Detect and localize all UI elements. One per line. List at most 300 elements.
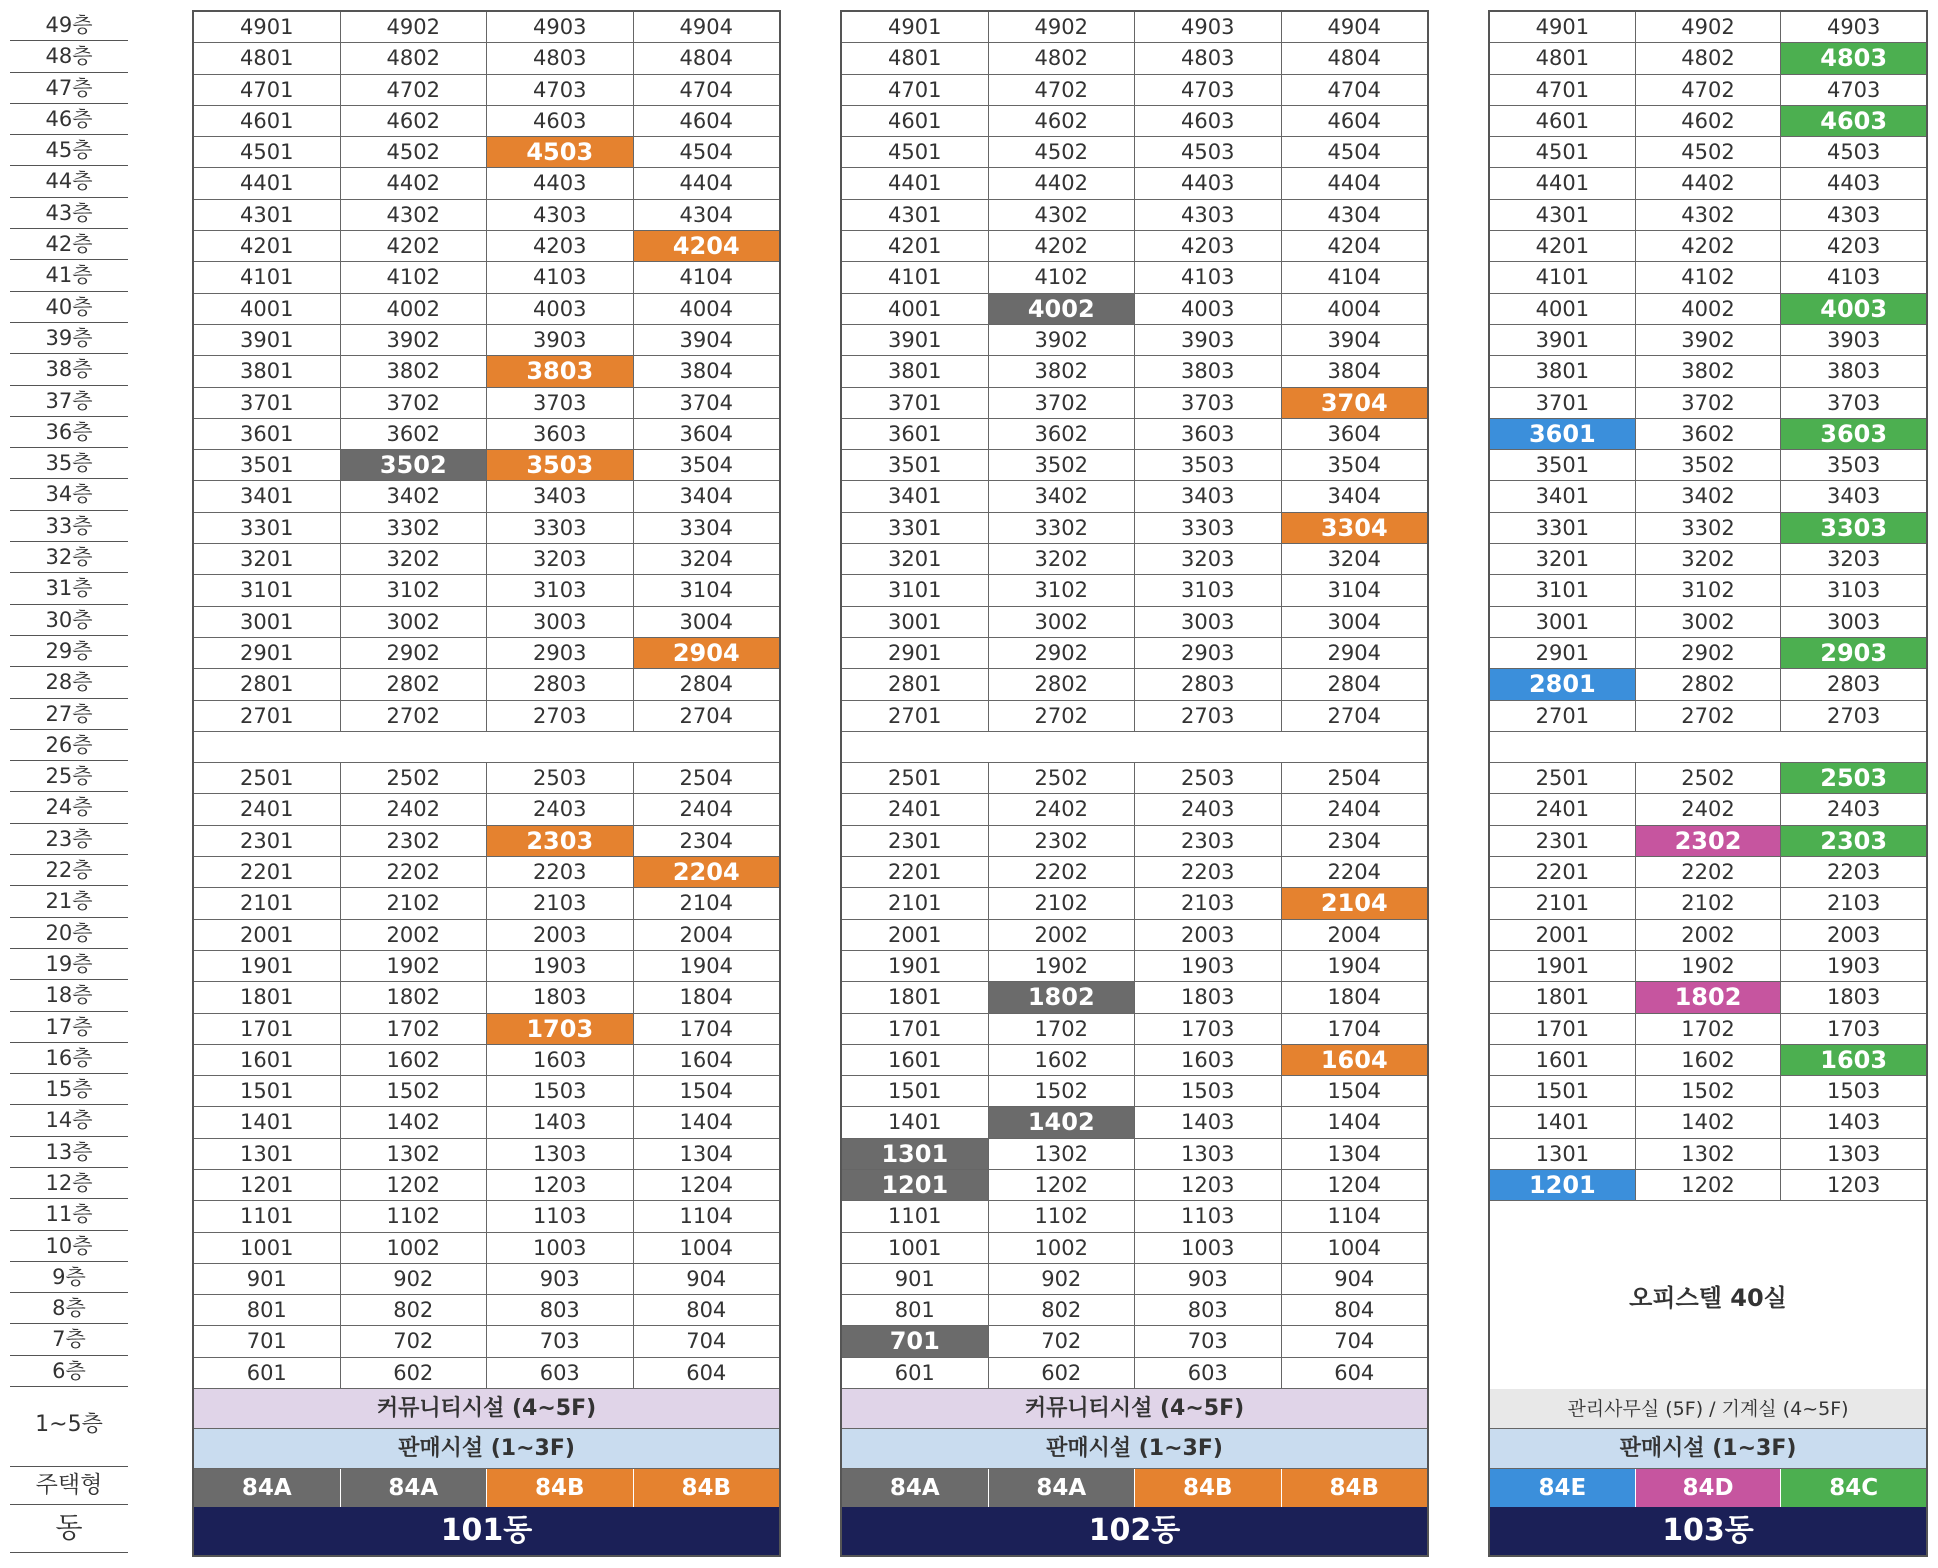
unit-cell: 1202 <box>341 1170 488 1200</box>
unit-cell: 1502 <box>341 1076 488 1106</box>
unit-cell: 1402 <box>989 1107 1136 1137</box>
unit-cell: 4704 <box>1327 77 1381 102</box>
unit-cell: 3504 <box>679 453 733 478</box>
unit-cell: 3902 <box>341 325 488 355</box>
floor-label: 23층 <box>10 824 128 855</box>
unit-cell: 2503 <box>1781 763 1926 793</box>
unit-cell: 4503 <box>1826 140 1881 165</box>
unit-cell: 1801 <box>1490 982 1636 1012</box>
floor-row <box>194 1233 779 1264</box>
unit-cell: 1501 <box>842 1076 989 1106</box>
unit-cell: 1704 <box>1327 1016 1381 1041</box>
retail-facility: 판매시설 (1~3F) <box>194 1429 779 1469</box>
unit-cell: 3202 <box>1636 544 1782 574</box>
unit-cell: 4602 <box>989 106 1136 136</box>
unit-cell: 1704 <box>679 1016 733 1041</box>
unit-cell: 3201 <box>842 544 989 574</box>
unit-cell: 3901 <box>842 325 989 355</box>
unit-cell: 4301 <box>1490 200 1636 230</box>
floor-row <box>194 982 779 1013</box>
unit-cell: 601 <box>842 1358 989 1388</box>
floor-label: 12층 <box>10 1168 128 1199</box>
floor-row <box>1490 1014 1926 1045</box>
unit-type-badge: 84B <box>1135 1469 1282 1507</box>
unit-cell: 1303 <box>487 1139 634 1169</box>
unit-cell: 4102 <box>341 262 488 292</box>
floor-row <box>1490 763 1926 794</box>
unit-cell: 2901 <box>842 638 989 668</box>
unit-cell: 804 <box>686 1298 727 1323</box>
floor-row <box>194 1076 779 1107</box>
unit-cell: 1204 <box>1327 1172 1381 1197</box>
floor-label: 35층 <box>10 448 128 479</box>
unit-cell: 2403 <box>487 794 634 824</box>
floor-row <box>842 168 1427 199</box>
unit-cell: 4202 <box>341 231 488 261</box>
unit-cell: 4802 <box>341 43 488 73</box>
unit-cell: 704 <box>686 1329 727 1354</box>
unit-cell: 3804 <box>1327 359 1381 384</box>
floor-row <box>1490 419 1926 450</box>
unit-cell: 4601 <box>194 106 341 136</box>
floor-row <box>1490 1170 1926 1201</box>
unit-cell: 4202 <box>1636 231 1782 261</box>
floor-label: 26층 <box>10 730 128 761</box>
unit-cell: 803 <box>1135 1295 1282 1325</box>
unit-cell: 2702 <box>341 701 488 731</box>
floor-row <box>1490 231 1926 262</box>
unit-cell: 1904 <box>679 953 733 978</box>
floor-row <box>194 794 779 825</box>
floor-row <box>842 1170 1427 1201</box>
unit-cell: 1503 <box>1826 1079 1881 1104</box>
unit-cell: 3003 <box>1135 607 1282 637</box>
floor-row <box>194 1201 779 1232</box>
floor-label: 6층 <box>10 1356 128 1387</box>
floor-row <box>1490 356 1926 387</box>
unit-cell: 2001 <box>1490 920 1636 950</box>
floor-row <box>842 513 1427 544</box>
unit-cell: 3004 <box>679 609 733 634</box>
unit-cell: 3504 <box>1327 453 1381 478</box>
floor-row <box>842 12 1427 43</box>
floor-row <box>842 607 1427 638</box>
unit-cell: 4403 <box>1135 168 1282 198</box>
floor-label: 25층 <box>10 761 128 792</box>
unit-cell: 704 <box>1334 1329 1375 1354</box>
unit-cell: 1504 <box>679 1079 733 1104</box>
unit-cell: 1701 <box>194 1014 341 1044</box>
unit-cell: 1401 <box>842 1107 989 1137</box>
floor-row <box>194 481 779 512</box>
unit-cell: 1004 <box>1327 1235 1381 1260</box>
floor-label: 19층 <box>10 949 128 980</box>
unit-cell: 1303 <box>1826 1141 1881 1166</box>
unit-cell: 1903 <box>487 951 634 981</box>
floor-row <box>842 1358 1427 1389</box>
unit-cell: 2303 <box>1135 826 1282 856</box>
unit-cell: 3001 <box>1490 607 1636 637</box>
unit-cell: 1702 <box>1636 1014 1782 1044</box>
unit-cell: 3902 <box>989 325 1136 355</box>
unit-cell: 1304 <box>679 1141 733 1166</box>
unit-cell: 1802 <box>341 982 488 1012</box>
unit-cell: 2502 <box>1636 763 1782 793</box>
unit-cell: 802 <box>989 1295 1136 1325</box>
unit-cell: 2703 <box>487 701 634 731</box>
unit-cell: 1104 <box>679 1204 733 1229</box>
unit-cell: 4201 <box>842 231 989 261</box>
unit-cell: 3701 <box>1490 388 1636 418</box>
unit-type-badge: 84B <box>634 1469 780 1507</box>
unit-cell: 4101 <box>1490 262 1636 292</box>
unit-cell: 2203 <box>487 857 634 887</box>
unit-cell: 3002 <box>1636 607 1782 637</box>
unit-cell: 1502 <box>1636 1076 1782 1106</box>
unit-cell: 3603 <box>1781 419 1926 449</box>
unit-cell: 4502 <box>341 137 488 167</box>
unit-cell: 4104 <box>1327 265 1381 290</box>
unit-cell: 3701 <box>194 388 341 418</box>
unit-cell: 3203 <box>1135 544 1282 574</box>
floor-row <box>1490 450 1926 481</box>
unit-cell: 4403 <box>1826 171 1881 196</box>
floor-label: 8층 <box>10 1293 128 1324</box>
floor-row <box>842 137 1427 168</box>
floor-row <box>194 231 779 262</box>
floor-row <box>1490 701 1926 732</box>
floor-row <box>1490 200 1926 231</box>
unit-cell: 2803 <box>1826 672 1881 697</box>
unit-cell: 2001 <box>842 920 989 950</box>
unit-cell: 3403 <box>487 481 634 511</box>
unit-cell: 3502 <box>1636 450 1782 480</box>
unit-cell: 4002 <box>341 294 488 324</box>
unit-cell: 4502 <box>989 137 1136 167</box>
unit-cell: 1404 <box>679 1110 733 1135</box>
floor-row <box>842 294 1427 325</box>
unit-cell: 4702 <box>341 75 488 105</box>
unit-cell: 3002 <box>989 607 1136 637</box>
floor-row <box>1490 388 1926 419</box>
unit-cell: 1701 <box>1490 1014 1636 1044</box>
unit-cell: 2903 <box>1135 638 1282 668</box>
unit-cell: 4203 <box>487 231 634 261</box>
unit-cell: 3203 <box>1826 547 1881 572</box>
unit-type-row <box>1490 1469 1926 1507</box>
unit-cell: 1902 <box>1636 951 1782 981</box>
unit-cell: 3902 <box>1636 325 1782 355</box>
unit-cell: 2004 <box>1327 922 1381 947</box>
unit-cell: 2103 <box>1135 888 1282 918</box>
floor-row <box>842 356 1427 387</box>
unit-cell: 1702 <box>989 1014 1136 1044</box>
unit-cell: 3702 <box>989 388 1136 418</box>
unit-cell: 4801 <box>194 43 341 73</box>
floor-row <box>194 763 779 794</box>
unit-cell: 1901 <box>194 951 341 981</box>
floor-row <box>842 231 1427 262</box>
unit-cell: 4504 <box>679 140 733 165</box>
unit-cell: 3301 <box>194 513 341 543</box>
unit-cell: 2803 <box>487 669 634 699</box>
unit-cell: 3202 <box>989 544 1136 574</box>
floor-row <box>842 75 1427 106</box>
unit-cell: 1101 <box>194 1201 341 1231</box>
floor-label: 15층 <box>10 1074 128 1105</box>
unit-cell: 4401 <box>194 168 341 198</box>
unit-cell: 1404 <box>1327 1110 1381 1135</box>
unit-cell: 2104 <box>1282 888 1428 918</box>
unit-cell: 3104 <box>1327 578 1381 603</box>
unit-cell: 4903 <box>1135 12 1282 42</box>
unit-cell: 2101 <box>1490 888 1636 918</box>
unit-cell: 4402 <box>1636 168 1782 198</box>
floor-row <box>842 638 1427 669</box>
unit-cell: 1403 <box>487 1107 634 1137</box>
floor-label: 27층 <box>10 699 128 730</box>
unit-cell: 4701 <box>842 75 989 105</box>
floor-row <box>842 982 1427 1013</box>
unit-cell: 4604 <box>679 108 733 133</box>
unit-cell: 801 <box>194 1295 341 1325</box>
unit-cell: 4003 <box>1135 294 1282 324</box>
unit-cell: 3204 <box>679 547 733 572</box>
unit-cell: 3204 <box>1327 547 1381 572</box>
floor-row <box>842 106 1427 137</box>
unit-cell: 3803 <box>1135 356 1282 386</box>
unit-cell: 3203 <box>487 544 634 574</box>
unit-cell: 3201 <box>194 544 341 574</box>
floor-row <box>842 1233 1427 1264</box>
floor-row <box>842 544 1427 575</box>
floor-row <box>1490 294 1926 325</box>
unit-cell: 802 <box>341 1295 488 1325</box>
building-102 <box>840 10 1429 1557</box>
unit-cell: 4703 <box>1135 75 1282 105</box>
floor-row <box>194 450 779 481</box>
floor-row <box>842 1107 1427 1138</box>
unit-cell: 1803 <box>487 982 634 1012</box>
unit-cell: 2804 <box>679 672 733 697</box>
unit-cell: 3703 <box>487 388 634 418</box>
floor-row <box>194 12 779 43</box>
unit-cell: 4504 <box>1327 140 1381 165</box>
unit-cell: 4401 <box>1490 168 1636 198</box>
unit-cell: 703 <box>1135 1326 1282 1356</box>
unit-cell: 1003 <box>1135 1233 1282 1263</box>
unit-cell: 3801 <box>842 356 989 386</box>
unit-cell: 801 <box>842 1295 989 1325</box>
unit-type-badge: 84E <box>1490 1469 1636 1507</box>
unit-cell: 3904 <box>679 327 733 352</box>
unit-cell: 3102 <box>989 575 1136 605</box>
floor-row <box>194 826 779 857</box>
unit-cell: 4301 <box>194 200 341 230</box>
unit-cell: 2301 <box>194 826 341 856</box>
floor-row <box>1490 544 1926 575</box>
unit-cell: 601 <box>194 1358 341 1388</box>
unit-cell: 4902 <box>341 12 488 42</box>
unit-cell: 1602 <box>989 1045 1136 1075</box>
unit-cell: 3103 <box>1135 575 1282 605</box>
unit-cell: 4301 <box>842 200 989 230</box>
unit-cell: 2101 <box>842 888 989 918</box>
group-label: 1~5층 <box>10 1387 128 1467</box>
unit-cell: 1803 <box>1135 982 1282 1012</box>
unit-cell: 1201 <box>1490 1170 1636 1200</box>
floor-row <box>194 575 779 606</box>
unit-cell: 1601 <box>1490 1045 1636 1075</box>
unit-cell: 3304 <box>679 515 733 540</box>
unit-cell: 2502 <box>989 763 1136 793</box>
unit-cell: 2403 <box>1135 794 1282 824</box>
unit-cell: 803 <box>487 1295 634 1325</box>
unit-cell: 2901 <box>194 638 341 668</box>
unit-cell: 4102 <box>989 262 1136 292</box>
floor-label: 43층 <box>10 198 128 229</box>
floor-row <box>1490 1107 1926 1138</box>
unit-cell: 4402 <box>989 168 1136 198</box>
unit-cell: 2801 <box>842 669 989 699</box>
unit-cell: 4004 <box>679 296 733 321</box>
floor-label: 28층 <box>10 667 128 698</box>
unit-cell: 2101 <box>194 888 341 918</box>
unit-cell: 1301 <box>1490 1139 1636 1169</box>
unit-cell: 2501 <box>194 763 341 793</box>
empty-floor-row <box>842 732 1427 763</box>
unit-cell: 1802 <box>1636 982 1782 1012</box>
unit-cell: 1201 <box>842 1170 989 1200</box>
unit-cell: 3201 <box>1490 544 1636 574</box>
unit-cell: 3802 <box>1636 356 1782 386</box>
unit-cell: 4501 <box>1490 137 1636 167</box>
unit-cell: 3804 <box>679 359 733 384</box>
floor-row <box>194 513 779 544</box>
unit-cell: 902 <box>989 1264 1136 1294</box>
unit-cell: 4903 <box>487 12 634 42</box>
unit-cell: 3402 <box>989 481 1136 511</box>
floor-row <box>842 200 1427 231</box>
empty-floor-row <box>194 732 779 763</box>
unit-cell: 702 <box>341 1326 488 1356</box>
unit-cell: 2004 <box>679 922 733 947</box>
floor-row <box>842 325 1427 356</box>
unit-cell: 3302 <box>989 513 1136 543</box>
unit-cell: 1303 <box>1135 1139 1282 1169</box>
unit-cell: 3704 <box>679 390 733 415</box>
unit-cell: 1503 <box>487 1076 634 1106</box>
floor-row <box>1490 12 1926 43</box>
unit-cell: 3802 <box>989 356 1136 386</box>
unit-cell: 1804 <box>679 985 733 1010</box>
unit-cell: 2904 <box>1327 640 1381 665</box>
unit-cell: 903 <box>1135 1264 1282 1294</box>
floor-label: 10층 <box>10 1231 128 1262</box>
unit-cell: 4303 <box>1135 200 1282 230</box>
unit-cell: 3903 <box>1826 327 1881 352</box>
floor-row <box>1490 481 1926 512</box>
floor-row <box>842 1326 1427 1357</box>
unit-cell: 3602 <box>989 419 1136 449</box>
unit-cell: 2303 <box>487 826 634 856</box>
unit-cell: 2802 <box>989 669 1136 699</box>
floor-row <box>194 920 779 951</box>
unit-cell: 1702 <box>341 1014 488 1044</box>
unit-cell: 4603 <box>1135 106 1282 136</box>
floor-row <box>194 262 779 293</box>
unit-cell: 3403 <box>1135 481 1282 511</box>
unit-cell: 3401 <box>194 481 341 511</box>
unit-cell: 4303 <box>487 200 634 230</box>
floor-label: 30층 <box>10 605 128 636</box>
floor-row <box>194 669 779 700</box>
floor-row <box>842 763 1427 794</box>
unit-cell: 3303 <box>1135 513 1282 543</box>
unit-cell: 4901 <box>842 12 989 42</box>
building-name: 102동 <box>842 1507 1427 1555</box>
unit-cell: 2902 <box>341 638 488 668</box>
unit-cell: 3004 <box>1327 609 1381 634</box>
unit-cell: 4702 <box>989 75 1136 105</box>
unit-cell: 2904 <box>634 638 780 668</box>
floor-label: 39층 <box>10 323 128 354</box>
unit-cell: 3803 <box>1826 359 1881 384</box>
floor-row <box>842 826 1427 857</box>
unit-cell: 804 <box>1334 1298 1375 1323</box>
floor-row <box>194 419 779 450</box>
unit-cell: 4803 <box>1781 43 1926 73</box>
unit-cell: 2703 <box>1826 703 1881 728</box>
unit-cell: 1103 <box>1135 1201 1282 1231</box>
unit-cell: 2903 <box>1781 638 1926 668</box>
unit-cell: 1901 <box>842 951 989 981</box>
unit-cell: 4001 <box>1490 294 1636 324</box>
floor-row <box>842 575 1427 606</box>
floor-label: 34층 <box>10 479 128 510</box>
floor-label: 40층 <box>10 292 128 323</box>
floor-label: 44층 <box>10 166 128 197</box>
unit-cell: 3304 <box>1282 513 1428 543</box>
unit-cell: 1302 <box>1636 1139 1782 1169</box>
unit-cell: 4401 <box>842 168 989 198</box>
unit-cell: 4601 <box>1490 106 1636 136</box>
unit-cell: 2903 <box>487 638 634 668</box>
floor-row <box>1490 168 1926 199</box>
unit-cell: 4603 <box>487 106 634 136</box>
unit-cell: 3202 <box>341 544 488 574</box>
floor-label: 17층 <box>10 1012 128 1043</box>
unit-cell: 4701 <box>1490 75 1636 105</box>
unit-cell: 3601 <box>842 419 989 449</box>
unit-cell: 4404 <box>679 171 733 196</box>
unit-cell: 4201 <box>1490 231 1636 261</box>
floor-row <box>1490 982 1926 1013</box>
floor-row <box>1490 513 1926 544</box>
unit-cell: 1603 <box>1135 1045 1282 1075</box>
unit-cell: 3702 <box>341 388 488 418</box>
unit-cell: 1901 <box>1490 951 1636 981</box>
unit-cell: 703 <box>487 1326 634 1356</box>
unit-cell: 4302 <box>989 200 1136 230</box>
unit-cell: 2001 <box>194 920 341 950</box>
unit-cell: 3502 <box>989 450 1136 480</box>
management-facility: 관리사무실 (5F) / 기계실 (4~5F) <box>1490 1389 1926 1429</box>
community-facility: 커뮤니티시설 (4~5F) <box>842 1389 1427 1429</box>
unit-cell: 2003 <box>487 920 634 950</box>
unit-cell: 604 <box>1334 1360 1375 1385</box>
unit-cell: 2203 <box>1826 860 1881 885</box>
